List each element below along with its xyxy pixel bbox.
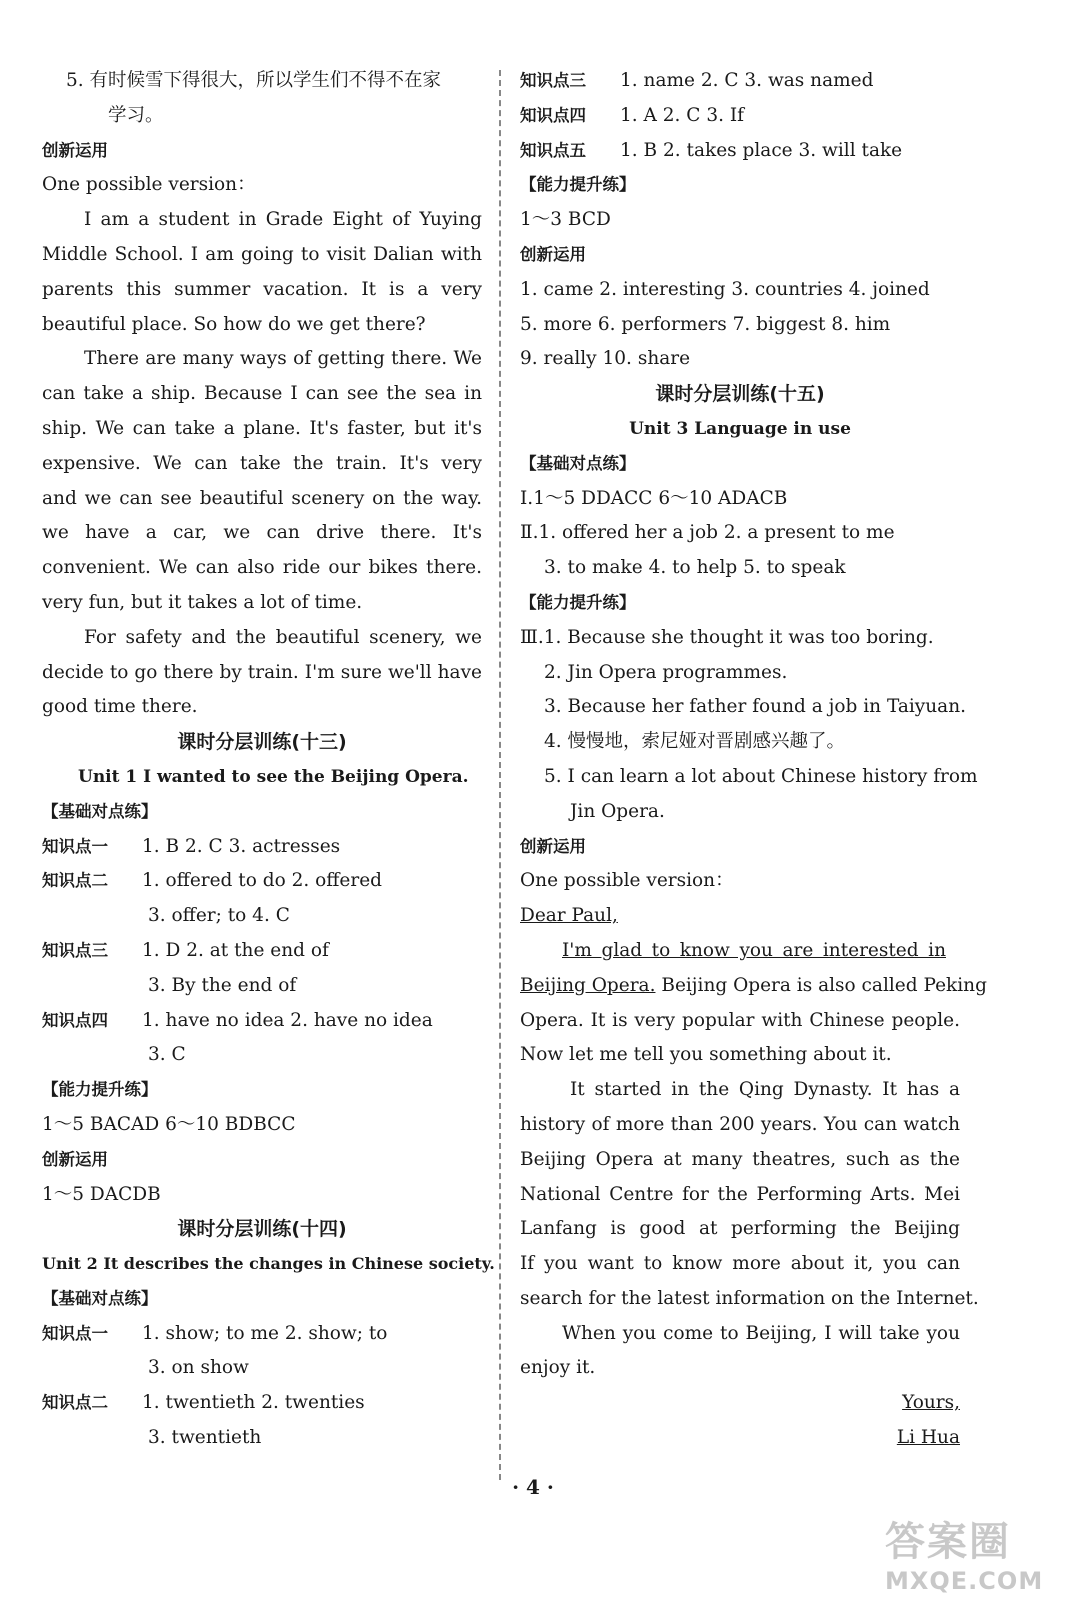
kp-answer: 3. By the end of	[148, 974, 297, 996]
underlined-text: I'm glad to know you are interested in	[562, 939, 946, 961]
kp-answer: 1. have no idea 2. have no idea	[142, 1009, 433, 1031]
kp-answer: 3. offer; to 4. C	[148, 905, 290, 927]
letter-line: Lanfang is good at performing the Beijing	[520, 1218, 960, 1240]
letter-salutation	[520, 899, 960, 934]
section-heading: 创新运用	[42, 1149, 108, 1169]
kp-answer: 1. B 2. C 3. actresses	[142, 835, 341, 857]
letter-line: If you want to know more about it, you can	[520, 1253, 960, 1275]
answer-line: 4. 慢慢地，索尼娅对晋剧感兴趣了。	[544, 731, 846, 753]
essay-line: decide to go there by train. I'm sure we'll have	[42, 661, 482, 683]
letter-line: search for the latest information on the Internet.	[520, 1287, 979, 1309]
essay-line: can take a ship. Because I can see the sea in	[42, 383, 482, 405]
underlined-text: Beijing Opera.	[520, 974, 656, 996]
letter-line	[520, 969, 987, 1004]
letter-line: When you come to Beijing, I will take you	[562, 1322, 960, 1344]
letter-line: Beijing Opera at many theatres, such as the	[520, 1148, 960, 1170]
essay-line: very fun, but it takes a lot of time.	[42, 591, 363, 613]
letter-line: enjoy it.	[520, 1357, 596, 1379]
letter-signature	[520, 1421, 960, 1456]
answer-line: 1. came 2. interesting 3. countries 4. joined	[520, 278, 930, 300]
section-heading: 创新运用	[520, 836, 586, 856]
section-heading: 【能力提升练】	[520, 592, 636, 612]
unit-title: Unit 3 Language in use	[629, 418, 851, 439]
answer-line: Jin Opera.	[570, 800, 665, 822]
letter-line: It started in the Qing Dynasty. It has a	[570, 1079, 960, 1101]
letter-line: National Centre for the Performing Arts. Mei	[520, 1183, 960, 1205]
kp-answer: 3. twentieth	[148, 1427, 262, 1449]
column-divider	[499, 70, 501, 1480]
letter-line	[520, 934, 960, 969]
letter-line: Now let me tell you something about it.	[520, 1044, 892, 1066]
kp-label: 知识点四	[520, 105, 586, 125]
kp-answer: 1. twentieth 2. twenties	[142, 1392, 365, 1414]
knowledge-point	[42, 1386, 482, 1421]
signature-text: Li Hua	[896, 1427, 960, 1449]
kp-label: 知识点三	[520, 71, 586, 90]
closing-text: Yours,	[902, 1392, 960, 1414]
knowledge-point	[42, 864, 482, 899]
kp-answer: 3. on show	[148, 1357, 249, 1379]
watermark-logo	[885, 1510, 1065, 1600]
letter-line: Opera. It is very popular with Chinese people.	[520, 1009, 960, 1031]
kp-label: 知识点二	[42, 1393, 108, 1413]
salutation-text: Dear Paul,	[520, 905, 618, 927]
kp-label: 知识点三	[42, 940, 108, 960]
kp-answer: 1. B 2. takes place 3. will take	[620, 139, 903, 161]
essay-line: good time there.	[42, 696, 198, 718]
essay-line: and we can see beautiful scenery on the way.	[42, 487, 482, 509]
section-heading: 【基础对点练】	[42, 1288, 158, 1308]
answer-line: 3. Because her father found a job in Taiyuan.	[544, 696, 966, 718]
watermark-url: MXQE.COM	[885, 1567, 1044, 1595]
kp-label: 知识点二	[42, 871, 108, 891]
knowledge-point	[42, 934, 482, 969]
letter-closing	[520, 1386, 960, 1421]
essay-line: we have a car, we can drive there. It's	[42, 522, 482, 544]
essay-line: For safety and the beautiful scenery, we	[84, 626, 482, 648]
knowledge-point	[520, 99, 960, 134]
section-heading: 创新运用	[520, 244, 586, 264]
kp-answer: 1. A 2. C 3. If	[620, 104, 745, 126]
essay-line: I am a student in Grade Eight of Yuying	[84, 209, 482, 231]
essay-line: There are many ways of getting there. We	[84, 348, 482, 370]
kp-answer: 1. offered to do 2. offered	[142, 870, 382, 892]
answer-line: 学习。	[108, 104, 164, 126]
answer-line: Ⅰ.1～5 DDACC 6～10 ADACB	[520, 487, 788, 509]
answer-line: 3. to make 4. to help 5. to speak	[544, 557, 846, 579]
answer-line: 9. really 10. share	[520, 348, 691, 370]
answer-line: 1～5 DACDB	[42, 1183, 161, 1205]
unit-title: Unit 1 I wanted to see the Beijing Opera.	[78, 766, 469, 787]
knowledge-point	[520, 64, 960, 99]
answer-line: 1～5 BACAD 6～10 BDBCC	[42, 1113, 296, 1135]
knowledge-point	[520, 134, 960, 169]
right-column	[520, 64, 987, 1456]
answer-line: 2. Jin Opera programmes.	[544, 661, 788, 683]
essay-line: ship. We can take a plane. It's faster, but it's	[42, 417, 482, 439]
kp-label: 知识点五	[520, 140, 586, 160]
essay-line: expensive. We can take the train. It's very	[42, 452, 482, 474]
kp-label: 知识点四	[42, 1010, 108, 1030]
page-number: · 4 ·	[512, 1475, 554, 1499]
essay-line: beautiful place. So how do we get there?	[42, 313, 426, 335]
answer-line: 5. more 6. performers 7. biggest 8. him	[520, 313, 891, 335]
section-heading: 创新运用	[42, 140, 108, 160]
left-column	[42, 64, 495, 1456]
version-label: One possible version：	[520, 870, 734, 892]
essay-line: Middle School. I am going to visit Dalian with	[42, 243, 482, 265]
answer-line: 1～3 BCD	[520, 209, 611, 231]
kp-answer: 1. show; to me 2. show; to	[142, 1322, 388, 1344]
section-title: 课时分层训练(十五)	[655, 383, 825, 406]
knowledge-point	[42, 1317, 482, 1352]
kp-label: 知识点一	[42, 836, 108, 856]
letter-text: Beijing Opera is also called Peking	[655, 974, 987, 996]
section-title: 课时分层训练(十三)	[177, 731, 347, 754]
answer-line: 5. 有时候雪下得很大，所以学生们不得不在家	[66, 70, 442, 91]
kp-answer: 1. name 2. C 3. was named	[620, 70, 874, 91]
section-heading: 【基础对点练】	[42, 801, 158, 821]
version-label: One possible version：	[42, 174, 256, 196]
section-title: 课时分层训练(十四)	[177, 1218, 347, 1241]
kp-answer: 3. C	[148, 1044, 186, 1066]
essay-line: parents this summer vacation. It is a very	[42, 278, 482, 300]
kp-answer: 1. D 2. at the end of	[142, 939, 329, 961]
essay-line: convenient. We can also ride our bikes there.	[42, 557, 482, 579]
kp-label: 知识点一	[42, 1323, 108, 1343]
letter-line: history of more than 200 years. You can watch	[520, 1113, 960, 1135]
answer-line: Ⅲ.1. Because she thought it was too boring.	[520, 626, 934, 648]
knowledge-point	[42, 1004, 482, 1039]
section-heading: 【能力提升练】	[520, 175, 636, 195]
answer-line: Ⅱ.1. offered her a job 2. a present to me	[520, 522, 895, 544]
watermark-text: 答案圈	[885, 1519, 1011, 1565]
answer-line: 5. I can learn a lot about Chinese history from	[544, 765, 978, 787]
section-heading: 【基础对点练】	[520, 453, 636, 473]
knowledge-point	[42, 830, 482, 865]
unit-title: Unit 2 It describes the changes in Chinese society.	[42, 1254, 495, 1274]
section-heading: 【能力提升练】	[42, 1080, 158, 1100]
